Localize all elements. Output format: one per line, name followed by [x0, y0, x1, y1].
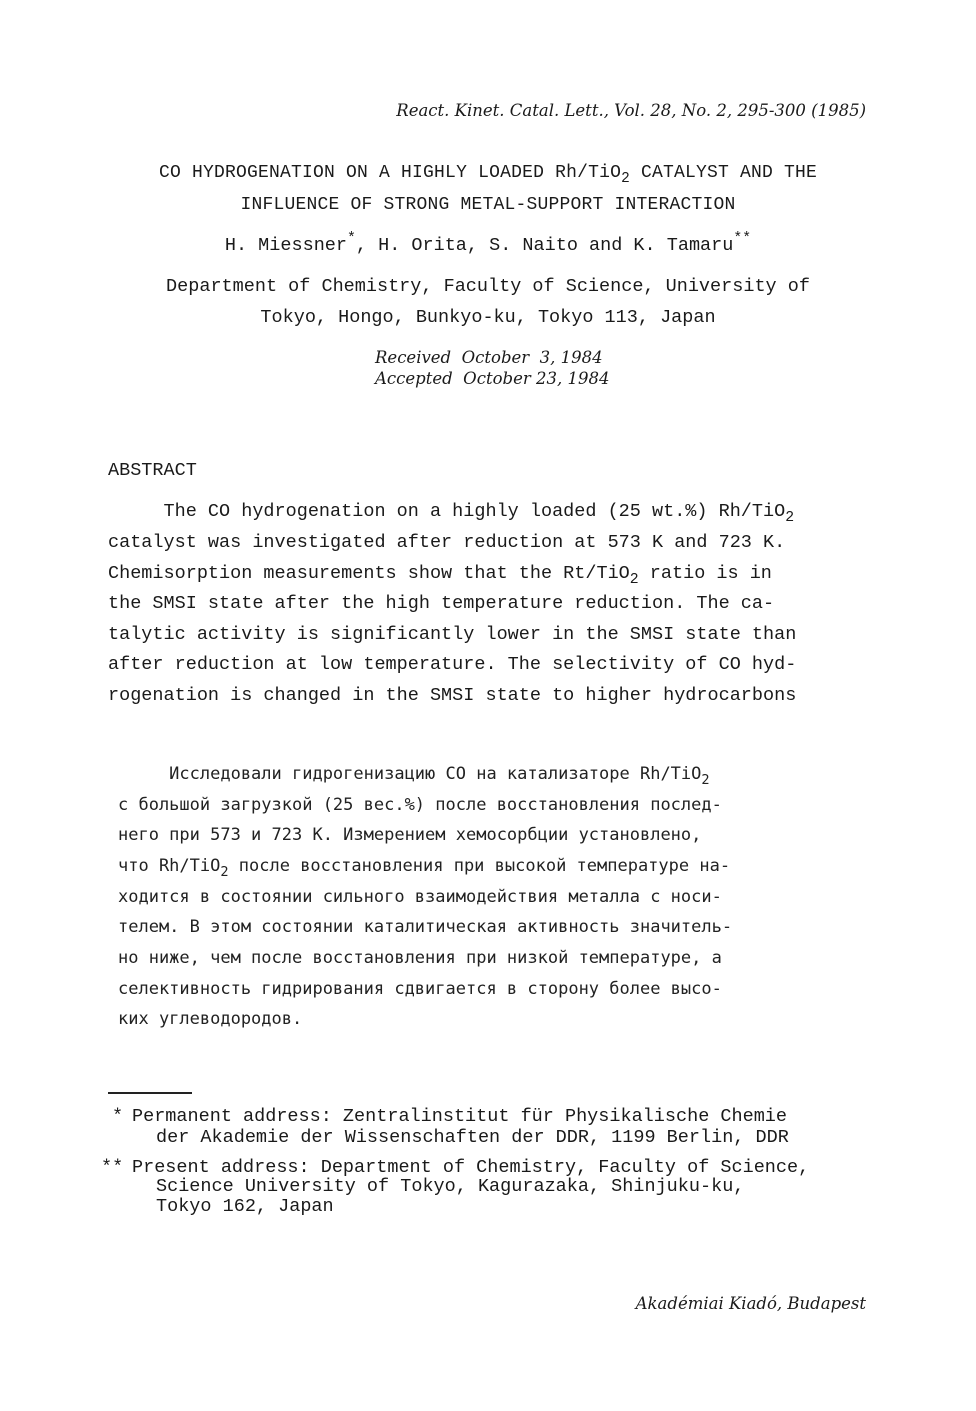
footnote-text: Permanent address: Zentralinstitut für Physikalische Chemie — [132, 1106, 788, 1127]
abstract-line: Chemisorption measurements show that the Rt/TiO$_2$ ratio is in — [108, 563, 772, 589]
russian-abstract-line: селективность гидрирования сдвигается в сторону более высо- — [118, 979, 722, 999]
abstract-line: after reduction at low temperature. The selectivity of CO hyd- — [108, 654, 797, 675]
russian-abstract-line: но ниже, чем после восстановления при низкой температуре, а — [118, 948, 722, 968]
abstract-line: catalyst was investigated after reduction at 573 K and 723 K. — [108, 532, 786, 553]
footnote-text: Present address: Department of Chemistry, Faculty of Science, — [132, 1157, 810, 1178]
russian-abstract-line: телем. В этом состоянии каталитическая активность значитель- — [118, 917, 733, 937]
journal-citation: React. Kinet. Catal. Lett., Vol. 28, No. 2, 295-300 (1985) — [396, 101, 866, 120]
abstract-line: rogenation is changed in the SMSI state to higher hydrocarbons — [108, 685, 797, 706]
footnote-separator — [108, 1092, 192, 1094]
received-date: Received October 3, 1984 — [375, 348, 603, 367]
abstract-line: the SMSI state after the high temperature reduction. The ca- — [108, 593, 775, 614]
russian-abstract-line: Исследовали гидрогенизацию CO на катализаторе Rh/TiO$_2$ — [118, 764, 710, 788]
author-list: H. Miessner*, H. Orita, S. Naito and K. Tamaru** — [224, 230, 752, 256]
footnote-text: der Akademie der Wissenschaften der DDR, 1199 Berlin, DDR — [156, 1127, 789, 1148]
abstract-heading: ABSTRACT — [108, 460, 197, 481]
publisher: Akadémiai Kiadó, Budapest — [635, 1294, 866, 1313]
affiliation-line-1: Department of Chemistry, Faculty of Science, University of — [166, 276, 810, 297]
abstract-line: The CO hydrogenation on a highly loaded (25 wt.%) Rh/TiO$_2$ — [108, 501, 795, 527]
footnote-text: Tokyo 162, Japan — [156, 1196, 334, 1217]
affiliation-line-2: Tokyo, Hongo, Bunkyo-ku, Tokyo 113, Japan — [260, 307, 716, 328]
russian-abstract-line: ких углеводородов. — [118, 1009, 303, 1029]
paper-title-line-1: CO HYDROGENATION ON A HIGHLY LOADED Rh/TiO$_2$ CATALYST AND THE — [159, 163, 817, 188]
abstract-line: talytic activity is significantly lower in the SMSI state than — [108, 624, 797, 645]
accepted-date: Accepted October 23, 1984 — [375, 369, 610, 388]
russian-abstract-line: что Rh/TiO$_2$ после восстановления при высокой температуре на- — [118, 856, 731, 880]
paper-title-line-2: INFLUENCE OF STRONG METAL-SUPPORT INTERACTION — [240, 195, 736, 215]
footnote-marker: ** — [101, 1157, 124, 1178]
russian-abstract-line: него при 573 и 723 K. Измерением хемосорбции установлено, — [118, 825, 702, 845]
russian-abstract-line: с большой загрузкой (25 вес.%) после восстановления послед- — [118, 795, 722, 815]
russian-abstract-line: ходится в состоянии сильного взаимодействия металла с носи- — [118, 887, 722, 907]
footnote-text: Science University of Tokyo, Kagurazaka, Shinjuku-ku, — [156, 1176, 745, 1197]
footnote-marker: * — [112, 1106, 124, 1127]
